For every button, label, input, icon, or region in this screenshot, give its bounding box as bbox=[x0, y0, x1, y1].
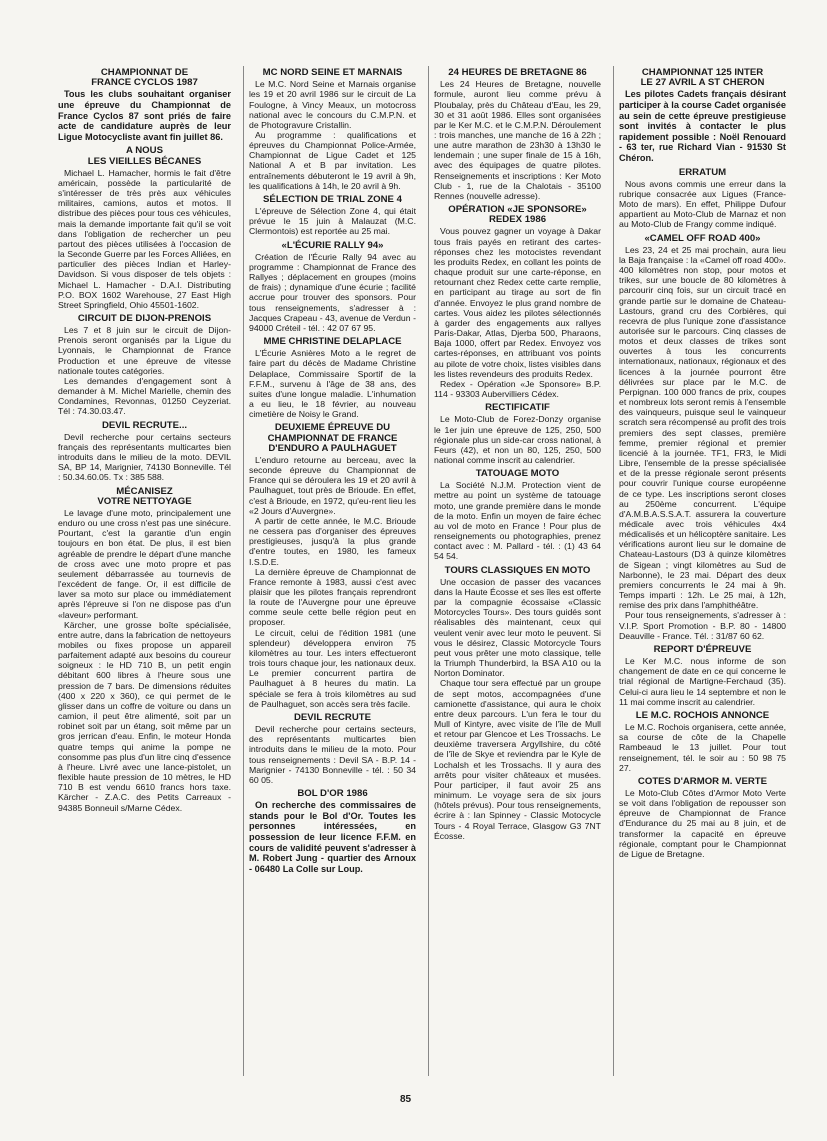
article-title-line: LE M.C. ROCHOIS ANNONCE bbox=[635, 709, 770, 721]
article-title bbox=[619, 68, 786, 88]
article-title-line: «L'ÉCURIE RALLY 94» bbox=[281, 239, 384, 251]
article-title-line: OPÉRATION «JE SPONSORE» bbox=[448, 204, 587, 216]
article-title bbox=[249, 337, 416, 347]
article-paragraph: Le lavage d'une moto, principalement une enduro ou une cross n'est pas une sinécure. Pourtant, c'est la garantie d'un engin toujours en bon état. De plus, il est bien agréable de prendre le départ d'une manche de cross avec une moto propre et pas seulement débarrassée au tournevis de l'excédent de fange. Or, il est difficile de laver sa moto sur place ou immédiatement après l'épreuve si l'on ne dispose pas d'un «laveur» performant. bbox=[58, 507, 231, 620]
article-paragraph: Les pilotes Cadets français désirant participer à la course Cadet organisée au sein de cette épreuve prestigieuse sont invités à contacter le plus rapidement possible : Noël Renouard - 63 ter, rue Richard Vian - 91530 St Chéron. bbox=[619, 89, 786, 163]
article-paragraph: Redex - Opération «Je Sponsore» B.P. 114 - 93303 Aubervilliers Cédex. bbox=[434, 378, 601, 399]
article-paragraph: Vous pouvez gagner un voyage à Dakar tous frais payés en retirant des cartes-réponses chez les motocistes revendant les produits Redex, en collant les points de chaque produit sur une carte-réponse, en retournant chez Redex cette carte remplie, en participant au tirage au sort de fin d'année. Envoyez le plus grand nombre de cartes. Vous aidez les pilotes sélectionnés à garder des engagements aux rallyes Paris-Dakar, Atlas, Djerba 500, Pharaons, Baja 1000, offert par Redex. Envoyez vos cartes-réponses, en attribuant vos points au pilote de votre choix, listes visibles dans les listes revendeurs des produits Redex. bbox=[434, 226, 601, 379]
article-title-line: FRANCE CYCLOS 1987 bbox=[91, 77, 198, 89]
article-paragraph: Nous avons commis une erreur dans la rubrique consacrée aux Ligues (France-Moto de mars). En effet, Philippe Dufour appartient au Moto-Club de Marnaz et non au Moto-Club de Frangy comme indiqué. bbox=[619, 178, 786, 230]
article-title-line: COTES D'ARMOR M. VERTE bbox=[637, 775, 768, 787]
article-paragraph: Les demandes d'engagement sont à demander à M. Michel Marielle, chemin des Condamines, Revonnas, 01250 Ceyzeriat. Tél : 74.30.03.47. bbox=[58, 375, 231, 417]
news-article bbox=[58, 68, 231, 142]
news-article bbox=[249, 337, 416, 419]
article-title bbox=[249, 423, 416, 454]
news-article bbox=[434, 68, 601, 201]
news-article bbox=[619, 168, 786, 230]
article-title-line: «CAMEL OFF ROAD 400» bbox=[644, 232, 761, 244]
news-article bbox=[434, 205, 601, 399]
article-title-line: TOURS CLASSIQUES EN MOTO bbox=[444, 564, 591, 576]
article-title-line: DEVIL RECRUTE... bbox=[101, 419, 188, 431]
article-paragraph: La Société N.J.M. Protection vient de mettre au point un système de tatouage moto, une grande première dans le monde de la moto. Enfin un moyen de faire échec au vol de moto en France ! Pour plus de renseignements ou photographies, prenez contact avec : M. Pallard - tél. : (1) 43 64 54 54. bbox=[434, 480, 601, 562]
news-article bbox=[434, 469, 601, 561]
article-title-line: MÉCANISEZ bbox=[116, 485, 173, 497]
article-title-line: CIRCUIT DE DIJON-PRENOIS bbox=[77, 312, 212, 324]
article-title bbox=[434, 205, 601, 225]
article-paragraph: Les 23, 24 et 25 mai prochain, aura lieu la Baja française : la «Camel off road 400». 400 kilomètres non stop, pour motos et trikes, sur une boucle de 80 kilomètres à parcourir cinq fois, sur un circuit tracé en grande partie sur le domaine de Chateau-Lastours, grand cru des Corbières, qui recevra de plus l'unique zone d'assistance autorisée sur le parcours. Cinq classes de motos et deux classes de trikes sont ouvertes à tous les concurrents internationaux, nationaux, régionaux et des licences à la journée pourront être délivrées sur place par le M.C. de Perpignan. 100 000 francs de prix, coupes et nombreux lots seront remis à l'ensemble des vainqueurs, puisque seul le vainqueur scratch sera récompensé au profit des trois premiers des sept classes, première femme, premier régional et premier licencié à la journée. TF1, FR3, le Midi Libre, l'ensemble de la presse spécialisée et de la presse régionale seront présents pour couvrir l'unique course européenne de ce type. Les inscriptions seront closes au 250ème concurrent. L'équipe d'A.M.B.A.S.S.A.T. assurera la couverture médicale avec trois véhicules 4x4 médicalisés et un hélicoptère sanitaire. Les vérifications auront lieu sur le domaine de Chateau-Lastours (D3 à quinze kilomètres de Sigean ; vingt kilomètres au Sud de Narbonne), le 23 mai. Départ des deux premiers concurrents le 24 mai à 9h. Temps imparti : 12h. Le 25 mai, à 12h, remise des prix dans l'amphithéâtre. bbox=[619, 244, 786, 611]
article-title-line: MC NORD SEINE ET MARNAIS bbox=[262, 67, 403, 78]
article-paragraph: A partir de cette année, le M.C. Brioude ne cessera pas d'organiser des épreuves prestigieuses, jusqu'à la plus grande d'entre toutes, en 1980, les fameux I.S.D.E. bbox=[249, 515, 416, 567]
column-3 bbox=[428, 66, 601, 1076]
news-article bbox=[249, 789, 416, 874]
news-article bbox=[249, 423, 416, 709]
news-article bbox=[249, 713, 416, 785]
article-paragraph: Michael L. Hamacher, hormis le fait d'être américain, possède la particularité de s'intéresser de très près aux véhicules militaires, camions, autos et motos. Il distribue des pièces pour tous ces véhicules, mais la demande importante fait qu'il se voit dans l'obligation de rechercher un peu partout des pièces utilisées à l'occasion de la Seconde Guerre par les Forces Alliées, en particulier des pièces Indian et Harley-Davidson. Si vous disposer de tels objets : Michael L. Hamacher - D.A.I. Distributing P.O. BOX 1602 Warehouse, 27 East High Street Springfield, Ohio 45501-1602. bbox=[58, 167, 231, 310]
article-paragraph: Pour tous renseignements, s'adresser à : V.I.P. Sport Promotion - B.P. 80 - 14800 Deauville - France. Tél. : 31/87 60 62. bbox=[619, 610, 786, 641]
article-title bbox=[58, 314, 231, 324]
article-title-line: DEVIL RECRUTE bbox=[293, 711, 372, 723]
article-title-line: BOL D'OR 1986 bbox=[297, 788, 368, 799]
article-paragraph: Une occasion de passer des vacances dans la Haute Écosse et ses îles est offerte par la compagnie écossaise «Classic Motorcycles Tours». Des tours guidés sont réalisables dès maintenant, ceux qui veulent venir avec leur moto le peuvent. Si vous le désirez, Classic Motorcycle Tours peut vous prêter une moto classique, telle la Triumph Thunderbird, la BSA A10 ou la Norton Dominator. bbox=[434, 576, 601, 679]
news-article bbox=[619, 645, 786, 707]
article-title bbox=[619, 234, 786, 244]
article-title-line: REDEX 1986 bbox=[488, 214, 547, 226]
article-paragraph: Au programme : qualifications et épreuves du Championnat Police-Armée, Championnat de Ligue Cadet et 125 National A et B par invitation. Les entraînements débuteront le 19 avril à 9h, les qualifications à 14h, le 20 avril à 9h. bbox=[249, 129, 416, 191]
column-1 bbox=[58, 66, 231, 1076]
article-paragraph: Création de l'Écurie Rally 94 avec au programme : Championnat de France des Rallyes ; déplacement en groupes (moins de frais) ; dynamique d'une écurie ; facilité accrue pour trouver des sponsors. Pour tous renseignements, s'adresser à : Jacques Crapeau - 43, avenue de Verdun - 94000 Créteil - tél. : 42 07 67 95. bbox=[249, 251, 416, 333]
article-paragraph: Le M.C. Nord Seine et Marnais organise les 19 et 20 avril 1986 sur le circuit de La Foulogne, à Vincy Meaux, un motocross national avec le concours du C.M.P.N. et de Photogravure Cristallin. bbox=[249, 79, 416, 130]
article-title bbox=[249, 68, 416, 78]
article-title-line: CHAMPIONNAT 125 INTER bbox=[641, 67, 764, 78]
article-paragraph: Tous les clubs souhaitant organiser une épreuve du Championnat de France Cyclos 87 sont priés de faire acte de candidature auprès de leur Ligue Motocycliste avant fin juillet 86. bbox=[58, 89, 231, 142]
article-paragraph: Devil recherche pour certains secteurs français des représentants multicartes bien introduits dans le milieu de la moto. DEVIL SA, BP 14, Marignier, 74130 Bonneville. Tél : 50.34.60.05. Tx : 385 588. bbox=[58, 431, 231, 483]
news-article bbox=[619, 777, 786, 859]
article-title-line: CHAMPIONNAT DE FRANCE bbox=[267, 432, 398, 444]
article-paragraph: Les 24 Heures de Bretagne, nouvelle formule, auront lieu comme prévu à Ploubalay, près du Château d'Eau, les 29, 30 et 31 août 1986. Elles sont organisées par le Ker M.C. et le C.M.P.N. Déroulement : trois manches, une manche de 16 à 22h ; une autre marathon de 23h30 à 13h30 le lendemain ; une super finale de 15 à 16h, avec des équipages de quatre pilotes. Renseignements et inscriptions : Ker Moto Club - 1, rue de la Chalotais - 35100 Rennes (nouvelle adresse). bbox=[434, 79, 601, 201]
article-title-line: LES VIEILLES BÉCANES bbox=[87, 155, 202, 167]
article-paragraph: Le Ker M.C. nous informe de son changement de date en ce qui concerne le trial régional de Martigne-Ferchaud (35). Celui-ci aura lieu le 14 septembre et non le 11 mai comme inscrit au calendrier. bbox=[619, 656, 786, 707]
news-article bbox=[58, 487, 231, 813]
news-article bbox=[249, 68, 416, 191]
column-4 bbox=[613, 66, 786, 1076]
article-title bbox=[58, 421, 231, 431]
article-title bbox=[434, 566, 601, 576]
article-title-line: SÉLECTION DE TRIAL ZONE 4 bbox=[263, 193, 402, 205]
article-title bbox=[619, 777, 786, 787]
article-title-line: VOTRE NETTOYAGE bbox=[97, 495, 192, 507]
article-title-line: RECTIFICATIF bbox=[485, 402, 550, 414]
news-article bbox=[58, 421, 231, 483]
page-number: 85 bbox=[400, 1094, 412, 1105]
article-title bbox=[434, 68, 601, 78]
article-title-line: LE 27 AVRIL A ST CHERON bbox=[640, 77, 765, 89]
article-paragraph: L'épreuve de Sélection Zone 4, qui était prévue le 15 juin à Malauzat (M.C. Clermontois) est reportée au 25 mai. bbox=[249, 206, 416, 237]
article-paragraph: Le Moto-Club de Forez-Donzy organise le 1er juin une épreuve de 125, 250, 500 régionale plus un side-car cross national, à Feurs (42), et non un 80, 125, 250, 500 national comme inscrit au calendrier. bbox=[434, 414, 601, 465]
article-paragraph: On recherche des commissaires de stands pour le Bol d'Or. Toutes les personnes intéressées, en possession de leur licence F.F.M. en cours de validité peuvent s'adresser à M. Robert Jung - quartier des Arnoux - 06480 La Colle sur Loup. bbox=[249, 800, 416, 874]
column-2 bbox=[243, 66, 416, 1076]
article-paragraph: Les 7 et 8 juin sur le circuit de Dijon-Prenois seront organisés par la Ligue du Lyonnais, le Championnat de France Production et une épreuve de vitesse nationale toutes catégories. bbox=[58, 325, 231, 376]
article-title bbox=[619, 645, 786, 655]
article-title bbox=[249, 241, 416, 251]
article-title bbox=[619, 711, 786, 721]
article-title-line: TATOUAGE MOTO bbox=[475, 468, 560, 480]
article-paragraph: Le Moto-Club Côtes d'Armor Moto Verte se voit dans l'obligation de repousser son épreuve de Championnat de France d'Endurance du 25 mai au 8 juin, et de transformer la capacité en épreuve régionale, comptant pour le Championnat de Ligue de Bretagne. bbox=[619, 788, 786, 859]
article-title-line: MME CHRISTINE DELAPLACE bbox=[263, 336, 402, 348]
article-paragraph: La dernière épreuve de Championnat de France remonte à 1983, aussi c'est avec plaisir que les pilotes français reprendront la route de l'Auvergne pour une épreuve comme seule cette belle région peut en proposer. bbox=[249, 566, 416, 628]
news-article bbox=[434, 403, 601, 465]
news-article bbox=[434, 566, 601, 841]
article-title bbox=[58, 146, 231, 166]
article-paragraph: Devil recherche pour certains secteurs, des représentants multicartes bien introduits dans le milieu de la moto. Pour tous renseignements : Devil SA - B.P. 14 - Marignier - 74130 Bonneville - tél. : 50 34 60 05. bbox=[249, 724, 416, 785]
article-title-line: CHAMPIONNAT DE bbox=[100, 67, 189, 78]
article-title bbox=[58, 68, 231, 88]
article-title bbox=[619, 168, 786, 178]
article-title bbox=[249, 789, 416, 799]
article-title-line: ERRATUM bbox=[678, 166, 727, 178]
article-title bbox=[249, 713, 416, 723]
article-paragraph: Le M.C. Rochois organisera, cette année, sa course de côte de la Chapelle Rambeaud le 13 juillet. Pour tout renseignement, tél. le soir au : 50 98 75 27. bbox=[619, 722, 786, 773]
article-paragraph: Le circuit, celui de l'édition 1981 (une splendeur) développera environ 75 kilomètres au tour. Les inters effectueront trois tours chaque jour, les nationaux deux. Le premier concurrent partira de Paulhaguet à 8 heures du matin. La spéciale se fera à trois kilomètres au sud de Paulhaguet, son accès sera très facile. bbox=[249, 627, 416, 709]
article-title bbox=[249, 195, 416, 205]
article-title bbox=[434, 403, 601, 413]
article-paragraph: Chaque tour sera effectué par un groupe de sept motos, accompagnées d'une camionette d'assistance, qui aura le choix entre deux parcours. L'un fera le tour du Mull of Kintyre, avec visite de l'île de Mull et retour par Glencoe et Les Trossachs. Le deuxième traversera Argyllshire, du côté de l'île de Skye et reviendra par le Kyle de Lochalsh et les Trossachs. Il y aura des arrêts pour visiter châteaux et musées. Pour participer, il faut avoir 25 ans minimum. Le voyage sera de six jours (hôtels prévus). Pour tous renseignements, écrire à : Ian Spinney - Classic Motocycle Tours - 4 Royal Terrace, Glasgow G3 7NT Écosse. bbox=[434, 678, 601, 841]
news-article bbox=[619, 68, 786, 164]
news-article bbox=[58, 146, 231, 310]
article-title-line: DEUXIEME ÉPREUVE DU bbox=[274, 422, 391, 434]
news-article bbox=[619, 234, 786, 641]
article-title-line: REPORT D'ÉPREUVE bbox=[653, 643, 752, 655]
article-title bbox=[58, 487, 231, 507]
article-paragraph: Kärcher, une grosse boîte spécialisée, entre autre, dans la fabrication de nettoyeurs mobiles ou fixes propose un appareil parfaitement adapté aux besoins du coureur soigneux : le HD 710 B, un petit engin débitant 600 libres à l'heure sous une pression de 7 bars. De dimensions réduites (400 x 220 x 360), ce qui permet de le glisser dans un coffre de voiture ou dans un camion, il peut être alimenté, soit par un robinet soit par un étang, soit même par un gros jerrican d'eau. Enfin, le moteur Honda quatre temps qui anime la pompe ne consomme pas plus d'un litre cinq d'essence à l'heure. Livré avec une lance-pistolet, un flexible haute pression de 10 mètres, le HD 710 B est vendu 6610 francs hors taxe. Kärcher - Z.A.C. des Petits Carreaux - 94385 Bonneuil s/Marne Cédex. bbox=[58, 619, 231, 813]
article-paragraph: L'enduro retourne au berceau, avec la seconde épreuve du Championnat de France qui se déroulera les 19 et 20 avril à Paulhaguet, tout près de Brioude. En effet, c'est à Brioude, en 1972, qu'eu-rent lieu les «2 Jours d'Auvergne». bbox=[249, 454, 416, 516]
article-paragraph: L'Écurie Asnières Moto a le regret de faire part du décès de Madame Christine Delaplace, Commissaire Sportif de la F.F.M., survenu à l'âge de 38 ans, des suites d'une longue maladie. L'inhumation a eu lieu, le 18 février, au nouveau cimetière de Noisy le Grand. bbox=[249, 348, 416, 420]
news-article bbox=[249, 241, 416, 333]
article-title bbox=[434, 469, 601, 479]
news-article bbox=[619, 711, 786, 773]
news-columns bbox=[58, 66, 815, 1076]
article-title-line: D'ENDURO A PAULHAGUET bbox=[268, 442, 397, 454]
article-title-line: A NOUS bbox=[126, 145, 163, 157]
article-title-line: 24 HEURES DE BRETAGNE 86 bbox=[448, 67, 587, 78]
news-article bbox=[58, 314, 231, 417]
news-article bbox=[249, 195, 416, 237]
